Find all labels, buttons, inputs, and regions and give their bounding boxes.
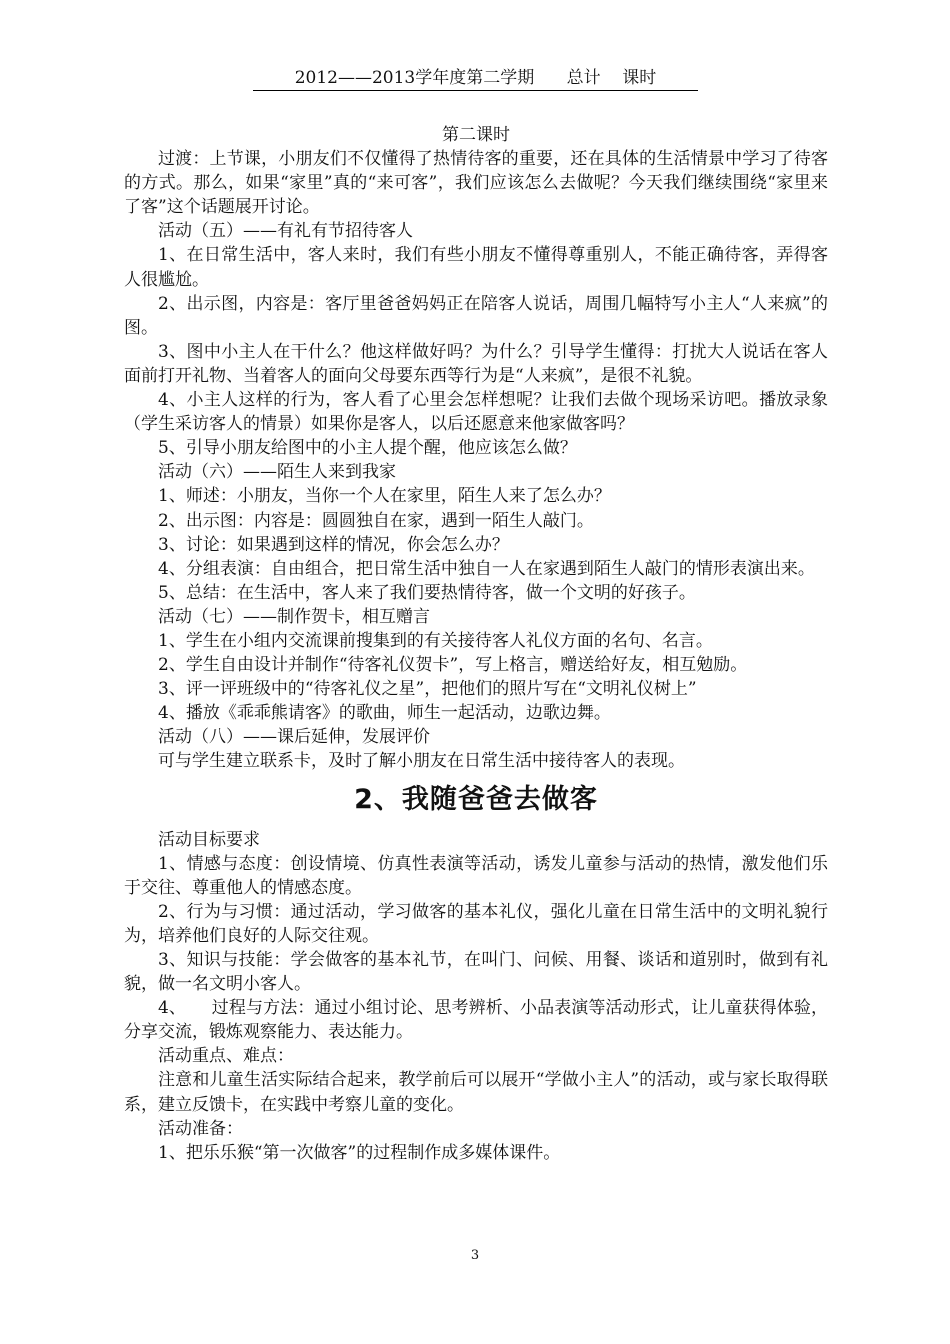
activity-heading: 活动（七）——制作贺卡，相互赠言 (158, 606, 430, 627)
paragraph: 注意和儿童生活实际结合起来，教学前后可以展开“学做小主人”的活动，或与家长取得联系，建立反馈卡，在实践中考察儿童的变化。 (124, 1070, 828, 1115)
lesson-heading: 2、我随爸爸去做客 (354, 783, 598, 815)
page-number: 3 (470, 1248, 480, 1263)
subsection-heading: 活动目标要求 (158, 829, 260, 850)
paragraph: 2、行为与习惯：通过活动，学习做客的基本礼仪，强化儿童在日常生活中的文明礼貌行为，培养他们良好的人际交往观。 (124, 901, 828, 946)
paragraph: 4、小主人这样的行为，客人看了心里会怎样想呢？让我们去做个现场采访吧。播放录象（学生采访客人的情景）如果你是客人，以后还愿意来他家做客吗？ (124, 390, 828, 435)
paragraph: 3、评一评班级中的“待客礼仪之星”，把他们的照片写在“文明礼仪树上” (158, 679, 697, 700)
paragraph: 1、把乐乐猴“第一次做客”的过程制作成多媒体课件。 (158, 1142, 561, 1163)
subsection-heading: 活动准备： (158, 1118, 243, 1139)
paragraph: 1、师述：小朋友，当你一个人在家里，陌生人来了怎么办？ (158, 486, 611, 507)
document-body (124, 123, 828, 1165)
paragraph: 4、播放《乖乖熊请客》的歌曲，师生一起活动，边歌边舞。 (158, 703, 611, 724)
page-header: 2012——2013学年度第二学期 总计 课时 (253, 66, 698, 91)
paragraph: 3、图中小主人在干什么？他这样做好吗？为什么？引导学生懂得：打扰大人说话在客人面前打开礼物、当着客人的面向父母要东西等行为是“人来疯”，是很不礼貌。 (124, 341, 828, 386)
paragraph: 2、学生自由设计并制作“待客礼仪贺卡”，写上格言，赠送给好友，相互勉励。 (158, 655, 748, 676)
paragraph: 1、情感与态度：创设情境、仿真性表演等活动，诱发儿童参与活动的热情，激发他们乐于交往、尊重他人的情感态度。 (124, 853, 828, 898)
activity-heading: 活动（八）——课后延伸，发展评价 (158, 727, 430, 748)
paragraph: 5、总结：在生活中，客人来了我们要热情待客，做一个文明的好孩子。 (158, 582, 696, 603)
paragraph: 1、学生在小组内交流课前搜集到的有关接待客人礼仪方面的名句、名言。 (158, 630, 713, 651)
paragraph: 2、出示图，内容是：客厅里爸爸妈妈正在陪客人说话，周围几幅特写小主人“人来疯”的图。 (124, 293, 828, 338)
activity-heading: 活动（五）——有礼有节招待客人 (158, 221, 413, 242)
section-title: 第二课时 (442, 125, 510, 145)
paragraph: 3、讨论：如果遇到这样的情况，你会怎么办？ (158, 534, 509, 555)
paragraph: 4、 过程与方法：通过小组讨论、思考辨析、小品表演等活动形式，让儿童获得体验，分享交流，锻炼观察能力、表达能力。 (124, 998, 828, 1043)
paragraph: 过渡：上节课，小朋友们不仅懂得了热情待客的重要，还在具体的生活情景中学习了待客的方式。那么，如果“家里”真的“来可客”，我们应该怎么去做呢？今天我们继续围绕“家里来了客”这个话题展开讨论。 (124, 149, 828, 218)
activity-heading: 活动（六）——陌生人来到我家 (158, 462, 396, 483)
paragraph: 2、出示图：内容是：圆圆独自在家，遇到一陌生人敲门。 (158, 510, 594, 531)
paragraph: 4、分组表演：自由组合，把日常生活中独自一人在家遇到陌生人敲门的情形表演出来。 (158, 558, 815, 579)
paragraph: 可与学生建立联系卡，及时了解小朋友在日常生活中接待客人的表现。 (158, 751, 685, 772)
paragraph: 3、知识与技能：学会做客的基本礼节，在叫门、问候、用餐、谈话和道别时，做到有礼貌，做一名文明小客人。 (124, 950, 828, 995)
subsection-heading: 活动重点、难点： (158, 1046, 294, 1067)
paragraph: 5、引导小朋友给图中的小主人提个醒，他应该怎么做？ (158, 438, 577, 459)
paragraph: 1、在日常生活中，客人来时，我们有些小朋友不懂得尊重别人，不能正确待客，弄得客人很尴尬。 (124, 245, 828, 290)
